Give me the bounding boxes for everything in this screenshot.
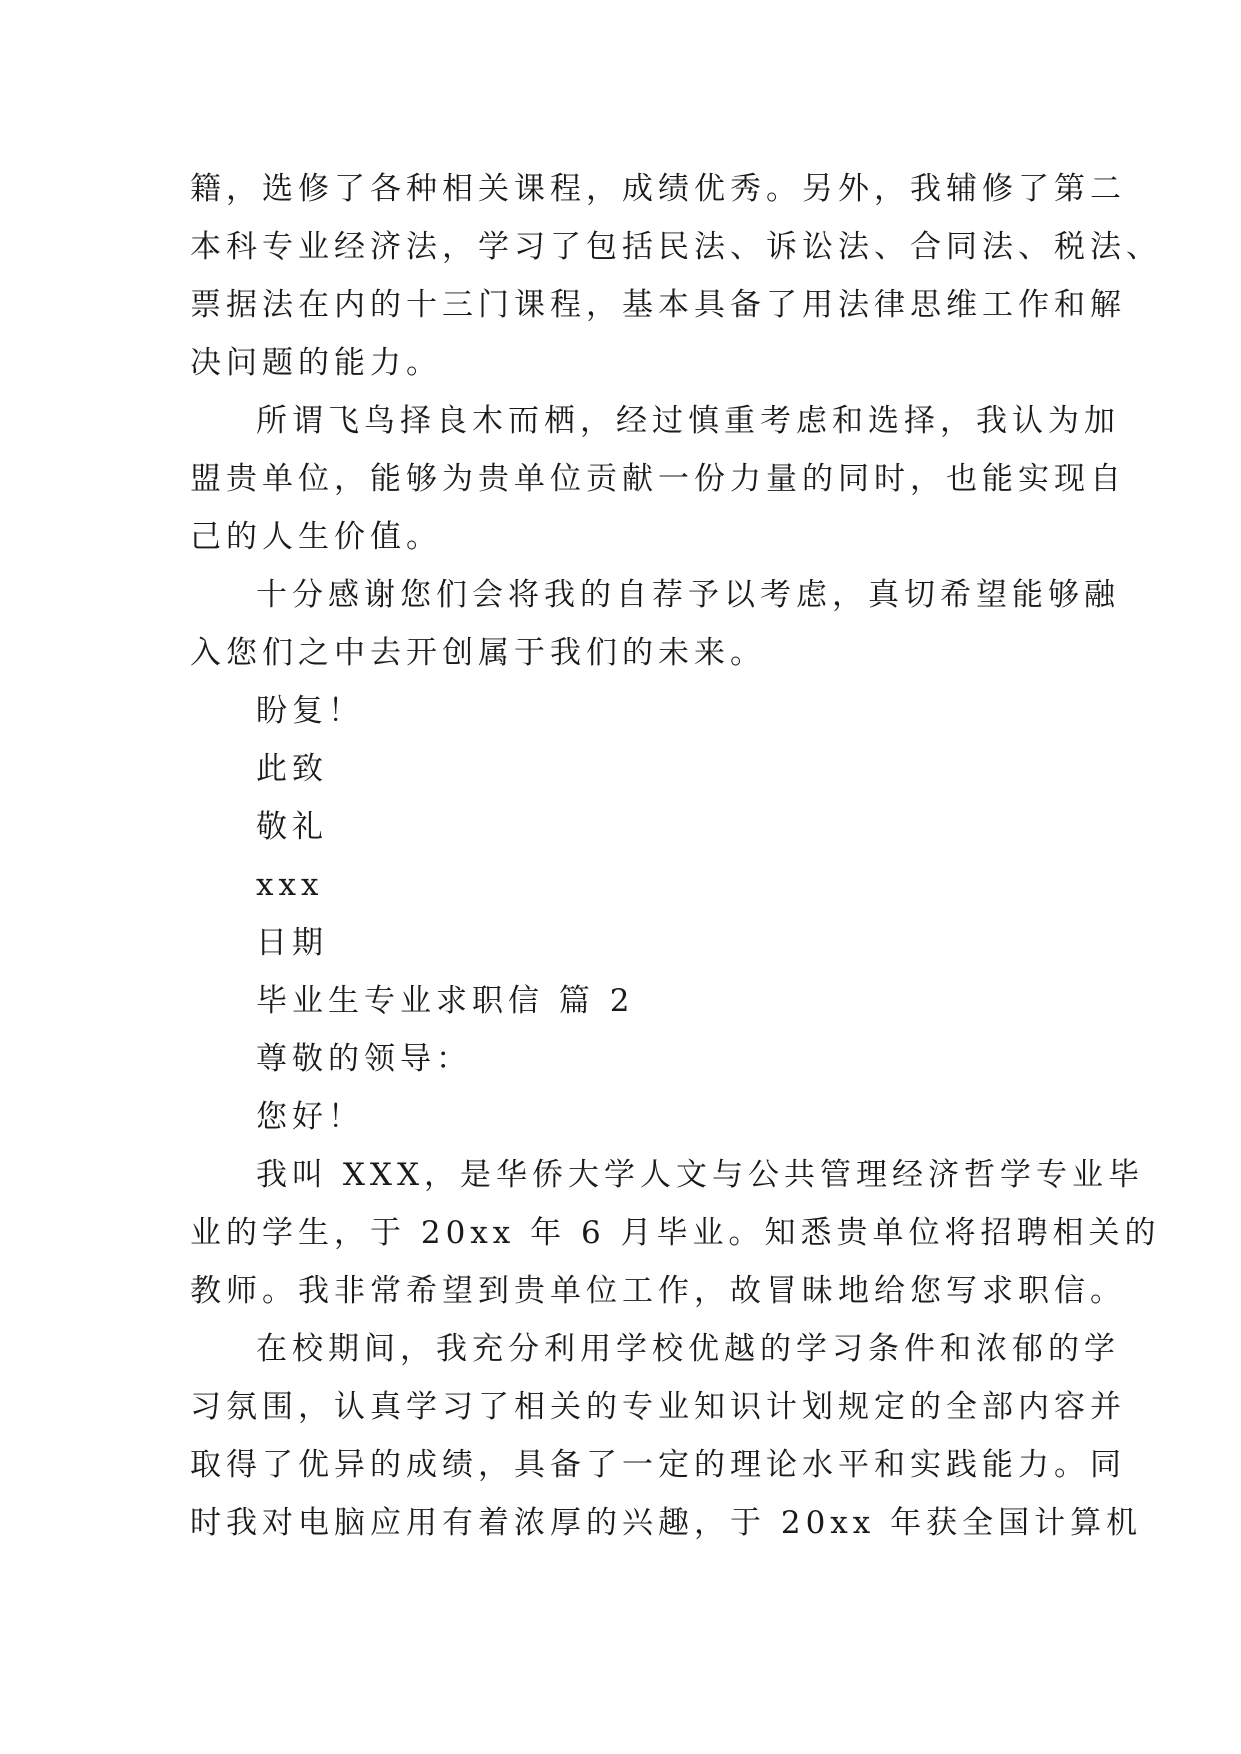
text-line: 决问题的能力。 <box>190 345 442 381</box>
signature-name: xxx <box>256 867 324 903</box>
closing-regards-line: 敬礼 <box>256 809 328 845</box>
text-line: 票据法在内的十三门课程，基本具备了用法律思维工作和解 <box>190 287 1126 323</box>
paragraph-start-line: 我叫 XXX，是华侨大学人文与公共管理经济哲学专业毕 <box>256 1157 1145 1193</box>
text-line: 盟贵单位，能够为贵单位贡献一份力量的同时，也能实现自 <box>190 461 1126 497</box>
paragraph-start-line: 十分感谢您们会将我的自荐予以考虑，真切希望能够融 <box>256 577 1120 613</box>
signature-date: 日期 <box>256 925 328 961</box>
text-line: 本科专业经济法，学习了包括民法、诉讼法、合同法、税法、 <box>190 229 1162 265</box>
text-line: 己的人生价值。 <box>190 519 442 555</box>
text-line: 习氛围，认真学习了相关的专业知识计划规定的全部内容并 <box>190 1389 1126 1425</box>
text-line: 取得了优异的成绩，具备了一定的理论水平和实践能力。同 <box>190 1447 1126 1483</box>
paragraph-start-line: 在校期间，我充分利用学校优越的学习条件和浓郁的学 <box>256 1331 1120 1367</box>
text-line: 时我对电脑应用有着浓厚的兴趣，于 20xx 年获全国计算机 <box>190 1505 1143 1541</box>
closing-salutation-line: 此致 <box>256 751 328 787</box>
text-line: 业的学生，于 20xx 年 6 月毕业。知悉贵单位将招聘相关的 <box>190 1215 1161 1251</box>
letter-body <box>190 160 1162 1552</box>
text-line: 籍，选修了各种相关课程，成绩优秀。另外，我辅修了第二 <box>190 171 1126 207</box>
text-line: 教师。我非常希望到贵单位工作，故冒昧地给您写求职信。 <box>190 1273 1126 1309</box>
section-heading: 毕业生专业求职信 篇 2 <box>256 983 635 1019</box>
greeting-line: 尊敬的领导： <box>256 1041 472 1077</box>
text-line: 入您们之中去开创属于我们的未来。 <box>190 635 766 671</box>
closing-hope-line: 盼复！ <box>256 693 364 729</box>
greeting-line: 您好！ <box>256 1099 364 1135</box>
paragraph-start-line: 所谓飞鸟择良木而栖，经过慎重考虑和选择，我认为加 <box>256 403 1120 439</box>
